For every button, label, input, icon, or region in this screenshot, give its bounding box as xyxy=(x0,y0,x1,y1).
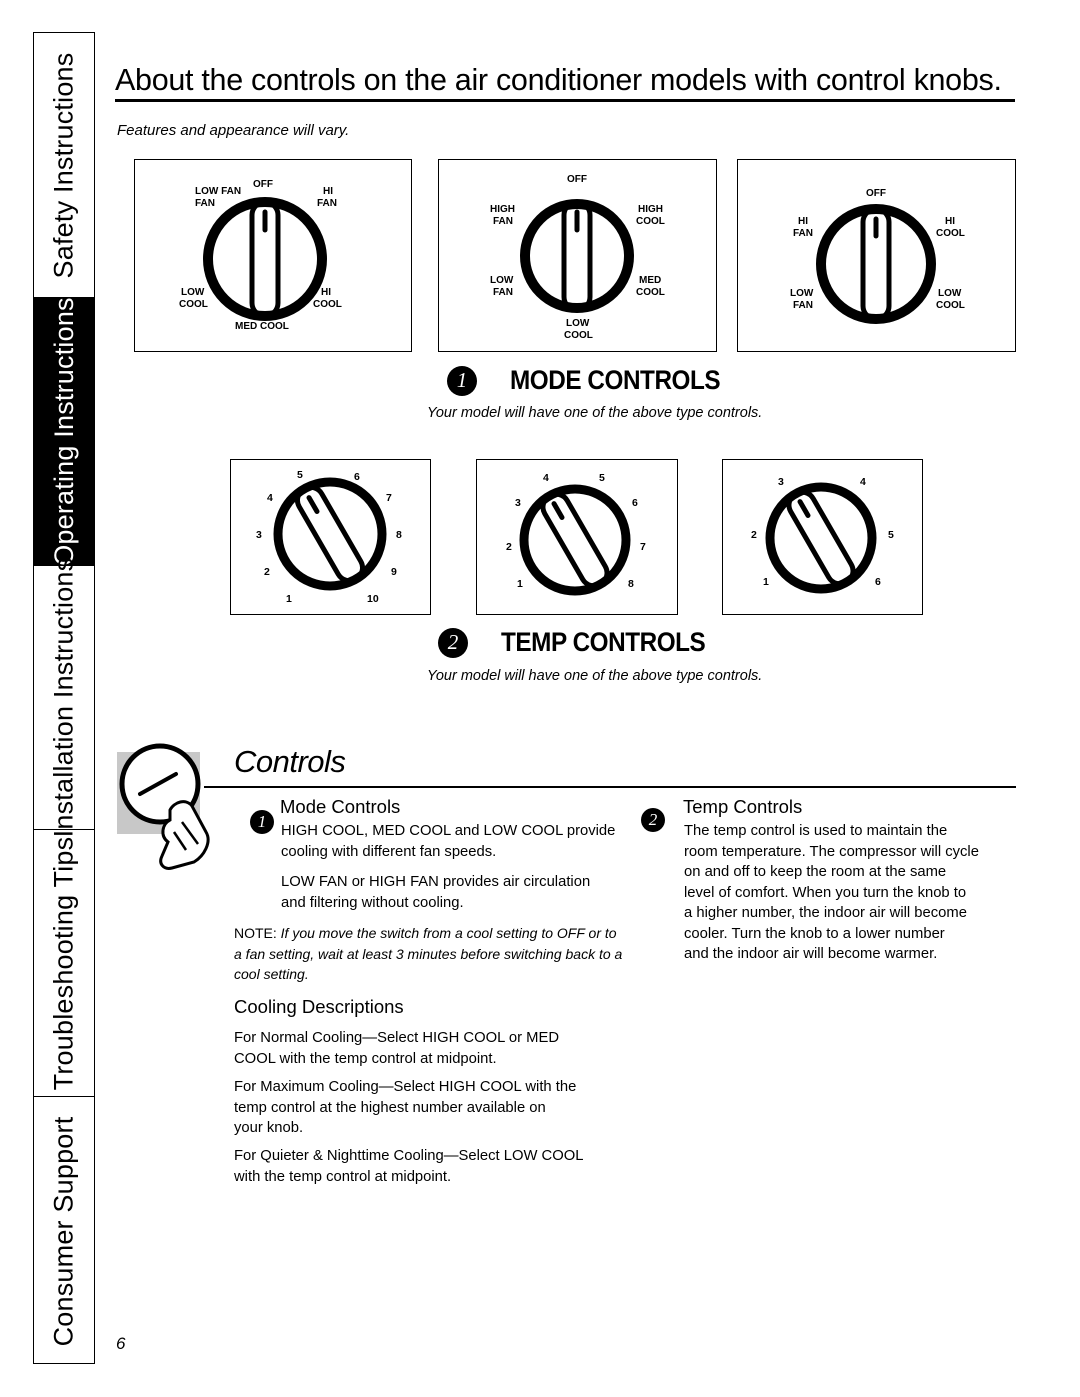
knob-label: MED xyxy=(639,275,662,286)
page-number: 6 xyxy=(116,1334,126,1353)
dial-number: 10 xyxy=(367,593,379,605)
knob-dial xyxy=(278,482,382,586)
knob-label: FAN xyxy=(493,287,513,298)
controls-divider xyxy=(204,786,1016,788)
knob-label: LOW xyxy=(566,318,590,329)
title-divider xyxy=(115,99,1015,102)
mode-knob-3-graphic xyxy=(738,160,1014,350)
knob-label: FAN xyxy=(195,198,215,209)
knob-label: HIGH xyxy=(638,204,663,215)
knob-label: FAN xyxy=(793,300,813,311)
knob-label: HI xyxy=(945,216,955,227)
section-title: TEMP CONTROLS xyxy=(501,627,706,657)
temp-controls-text: The temp control is used to maintain the room temperature. The compressor will cycle on and off to keep the room at the same level of comfort. When you turn the knob to a higher number, the indoor air will become cooler. Turn the knob to a lower number and the indoor air will become warmer. xyxy=(684,823,979,962)
temp-knob-1-graphic xyxy=(231,460,429,613)
knob-label: COOL xyxy=(936,228,965,239)
dial-number: 5 xyxy=(297,469,303,481)
dial-number: 6 xyxy=(875,576,881,588)
knob-label: COOL xyxy=(564,330,593,341)
dial-number: 8 xyxy=(628,578,634,590)
dial-number: 2 xyxy=(506,541,512,553)
dial-number: 7 xyxy=(386,492,392,504)
dial-number: 2 xyxy=(264,566,270,578)
tab-consumer-support[interactable]: Consumer Support xyxy=(48,1116,79,1346)
knob-label: HI xyxy=(798,216,808,227)
temp-knob-panel-3 xyxy=(722,459,923,615)
temp-controls-subheading: Temp Controls xyxy=(683,796,803,817)
cooling-descriptions-subheading: Cooling Descriptions xyxy=(234,996,404,1017)
knob-label: FAN xyxy=(317,198,337,209)
knob-dial xyxy=(524,489,626,591)
knob-label: OFF xyxy=(567,174,587,185)
knob-label: OFF xyxy=(866,188,886,199)
quieter-cooling-text: For Quieter & Nighttime Cooling—Select LOW COOL with the temp control at midpoint. xyxy=(234,1148,584,1185)
knob-dial xyxy=(821,209,931,319)
section-number-badge: 1 xyxy=(447,366,477,396)
dial-number: 1 xyxy=(517,578,523,590)
knob-dial xyxy=(208,202,322,316)
dial-number: 9 xyxy=(391,566,397,578)
knob-label: COOL xyxy=(936,300,965,311)
dial-number: 3 xyxy=(515,497,521,509)
knob-label: HI xyxy=(323,186,333,197)
tab-operating-instructions[interactable]: Operating Instructions xyxy=(34,298,94,566)
temp-knob-2-graphic xyxy=(477,460,676,613)
knob-label: FAN xyxy=(793,228,813,239)
tab-troubleshooting-tips[interactable]: Troubleshooting Tips xyxy=(34,830,94,1097)
hand-turning-knob-icon xyxy=(112,732,222,872)
dial-number: 4 xyxy=(543,472,549,484)
dial-number: 1 xyxy=(286,593,292,605)
tab-installation-instructions[interactable]: Installation Instructions xyxy=(34,566,94,830)
mode-controls-note: Your model will have one of the above type controls. xyxy=(427,405,763,421)
sidebar-tabs xyxy=(33,32,95,1364)
features-note: Features and appearance will vary. xyxy=(117,122,350,139)
temp-number-badge: 2 xyxy=(641,808,665,832)
knob-label: FAN xyxy=(493,216,513,227)
mode-number-badge: 1 xyxy=(250,810,274,834)
mode-knob-1-graphic xyxy=(135,160,410,350)
dial-number: 3 xyxy=(778,476,784,488)
knob-label: HIGH xyxy=(490,204,515,215)
mode-controls-subheading: Mode Controls xyxy=(280,796,401,817)
knob-dial xyxy=(525,202,629,310)
knob-label: LOW xyxy=(790,288,814,299)
temp-knob-3-graphic xyxy=(723,460,921,613)
dial-number: 2 xyxy=(751,529,757,541)
temp-knob-panel-2 xyxy=(476,459,678,615)
dial-number: 5 xyxy=(599,472,605,484)
controls-title: Controls xyxy=(234,744,346,779)
knob-label: LOW FAN xyxy=(195,186,242,197)
dial-number: 8 xyxy=(396,529,402,541)
tab-safety-instructions[interactable]: Safety Instructions xyxy=(34,33,94,298)
dial-number: 7 xyxy=(640,541,646,553)
temp-knob-panel-1 xyxy=(230,459,431,615)
page-title: About the controls on the air conditioner models with control knobs. xyxy=(115,63,1002,97)
section-number-badge: 2 xyxy=(438,628,468,658)
knob-label: LOW xyxy=(181,287,205,298)
knob-label: COOL xyxy=(636,287,665,298)
dial-number: 1 xyxy=(763,576,769,588)
knob-label: MED COOL xyxy=(235,321,289,332)
mode-knob-panel-2 xyxy=(438,159,717,352)
dial-number: 6 xyxy=(354,471,360,483)
knob-label: HI xyxy=(321,287,331,298)
mode-note: NOTE: If you move the switch from a cool setting to OFF or to a fan setting, wait at least 3 minutes before switching back to a cool setting. xyxy=(234,925,623,982)
knob-label: OFF xyxy=(253,179,273,190)
mode-para-2: LOW FAN or HIGH FAN provides air circulation and filtering without cooling. xyxy=(281,874,591,911)
knob-label: LOW xyxy=(938,288,962,299)
knob-label: COOL xyxy=(179,299,208,310)
temp-controls-note: Your model will have one of the above type controls. xyxy=(427,668,763,684)
temp-controls-heading xyxy=(438,627,728,658)
maximum-cooling-text: For Maximum Cooling—Select HIGH COOL with the temp control at the highest number available on your knob. xyxy=(234,1079,577,1136)
mode-knob-2-graphic xyxy=(439,160,715,350)
mode-para-1: HIGH COOL, MED COOL and LOW COOL provide cooling with different fan speeds. xyxy=(281,823,616,860)
dial-number: 3 xyxy=(256,529,262,541)
mode-knob-panel-1 xyxy=(134,159,412,352)
section-title: MODE CONTROLS xyxy=(510,365,721,395)
dial-number: 6 xyxy=(632,497,638,509)
dial-number: 4 xyxy=(860,476,866,488)
knob-label: COOL xyxy=(636,216,665,227)
normal-cooling-text: For Normal Cooling—Select HIGH COOL or MED COOL with the temp control at midpoint. xyxy=(234,1030,560,1067)
dial-number: 4 xyxy=(267,492,273,504)
knob-label: LOW xyxy=(490,275,514,286)
knob-dial xyxy=(770,487,872,589)
dial-number: 5 xyxy=(888,529,894,541)
mode-knob-panel-3 xyxy=(737,159,1016,352)
knob-label: COOL xyxy=(313,299,342,310)
mode-controls-heading xyxy=(447,365,744,396)
